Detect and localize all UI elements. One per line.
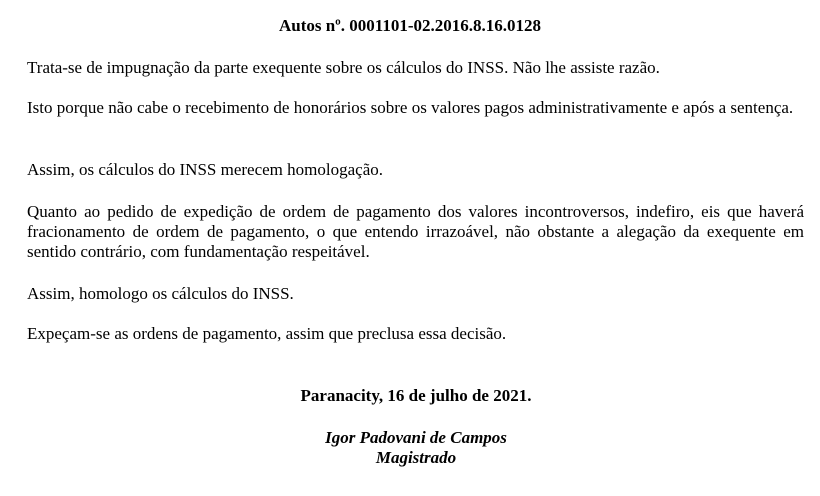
paragraph-homologation-merit: Assim, os cálculos do INSS merecem homologação. — [27, 160, 383, 179]
place-date: Paranacity, 16 de julho de 2021. — [300, 386, 532, 405]
case-number-title: Autos nº. 0001101-02.2016.8.16.0128 — [278, 16, 542, 35]
paragraph-fees-reason: Isto porque não cabe o recebimento de honorários sobre os valores pagos administrativamente e após a sentença. — [27, 98, 794, 117]
paragraph-payment-order-request: Quanto ao pedido de expedição de ordem de pagamento dos valores incontroversos, indefiro, eis que haverá fracionamento de ordem de pagamento, o que entendo irrazoável, não obstante a alegação da exequente em sentido contrário, com fundamentação respeitável. — [27, 202, 804, 261]
signer-role: Magistrado — [375, 448, 457, 467]
paragraph-impugnation: Trata-se de impugnação da parte exequente sobre os cálculos do INSS. Não lhe assiste razão. — [27, 58, 660, 77]
signer-name: Igor Padovani de Campos — [325, 428, 507, 447]
paragraph-issue-orders: Expeçam-se as ordens de pagamento, assim que preclusa essa decisão. — [27, 324, 507, 343]
paragraph-homologation: Assim, homologo os cálculos do INSS. — [27, 284, 294, 303]
